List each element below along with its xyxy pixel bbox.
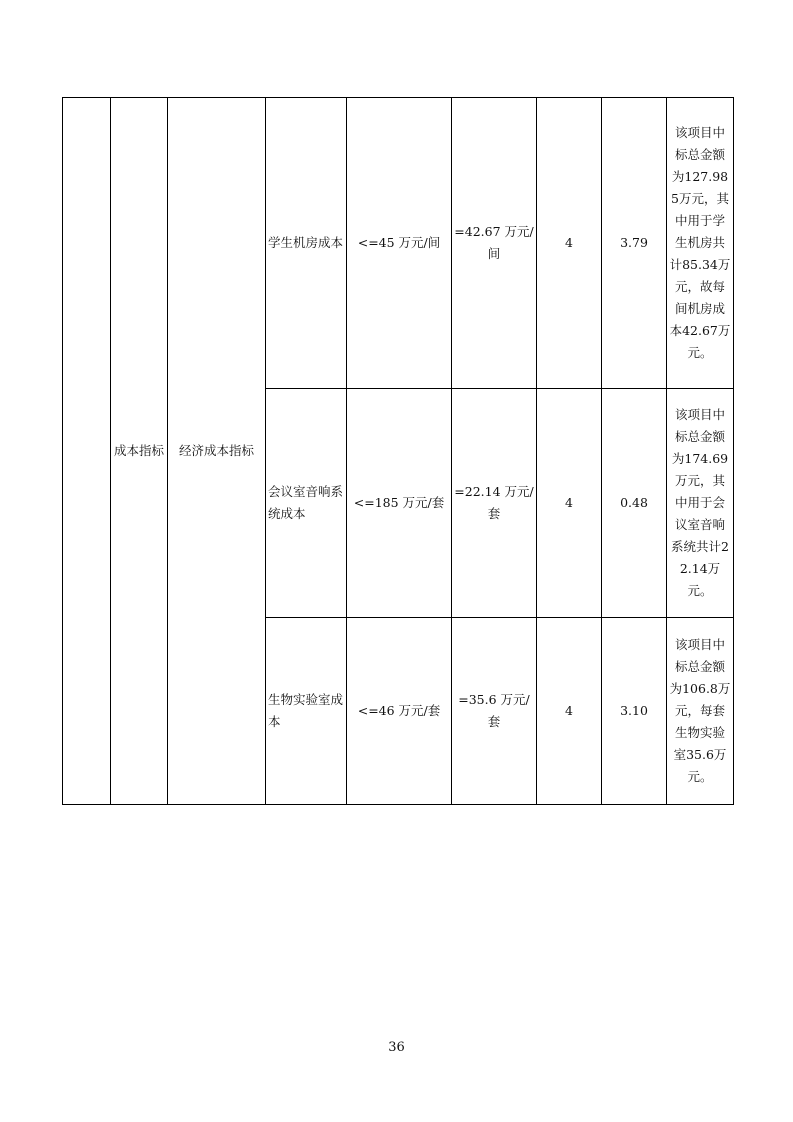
indicator-name-cell: 学生机房成本 bbox=[266, 98, 347, 389]
score-cell: 3.79 bbox=[602, 98, 667, 389]
level3-category-cell: 经济成本指标 bbox=[168, 98, 266, 805]
actual-value-cell: =42.67 万元/间 bbox=[452, 98, 537, 389]
score-cell: 0.48 bbox=[602, 389, 667, 618]
performance-indicator-table bbox=[62, 97, 734, 805]
weight-cell: 4 bbox=[537, 389, 602, 618]
note-cell: 该项目中标总金额为127.985万元，其中用于学生机房共计85.34万元，故每间机房成本42.67万元。 bbox=[667, 98, 734, 389]
page-number: 36 bbox=[388, 1040, 405, 1055]
note-cell: 该项目中标总金额为174.69万元，其中用于会议室音响系统共计22.14万元。 bbox=[667, 389, 734, 618]
weight-cell: 4 bbox=[537, 618, 602, 805]
weight-cell: 4 bbox=[537, 98, 602, 389]
target-value-cell: <=185 万元/套 bbox=[347, 389, 452, 618]
level1-category-cell bbox=[63, 98, 111, 805]
level2-category-cell: 成本指标 bbox=[111, 98, 168, 805]
actual-value-cell: =22.14 万元/套 bbox=[452, 389, 537, 618]
score-cell: 3.10 bbox=[602, 618, 667, 805]
table-row bbox=[63, 98, 734, 389]
actual-value-cell: =35.6 万元/套 bbox=[452, 618, 537, 805]
target-value-cell: <=45 万元/间 bbox=[347, 98, 452, 389]
note-cell: 该项目中标总金额为106.8万元，每套生物实验室35.6万元。 bbox=[667, 618, 734, 805]
indicator-name-cell: 会议室音响系统成本 bbox=[266, 389, 347, 618]
indicator-name-cell: 生物实验室成本 bbox=[266, 618, 347, 805]
target-value-cell: <=46 万元/套 bbox=[347, 618, 452, 805]
